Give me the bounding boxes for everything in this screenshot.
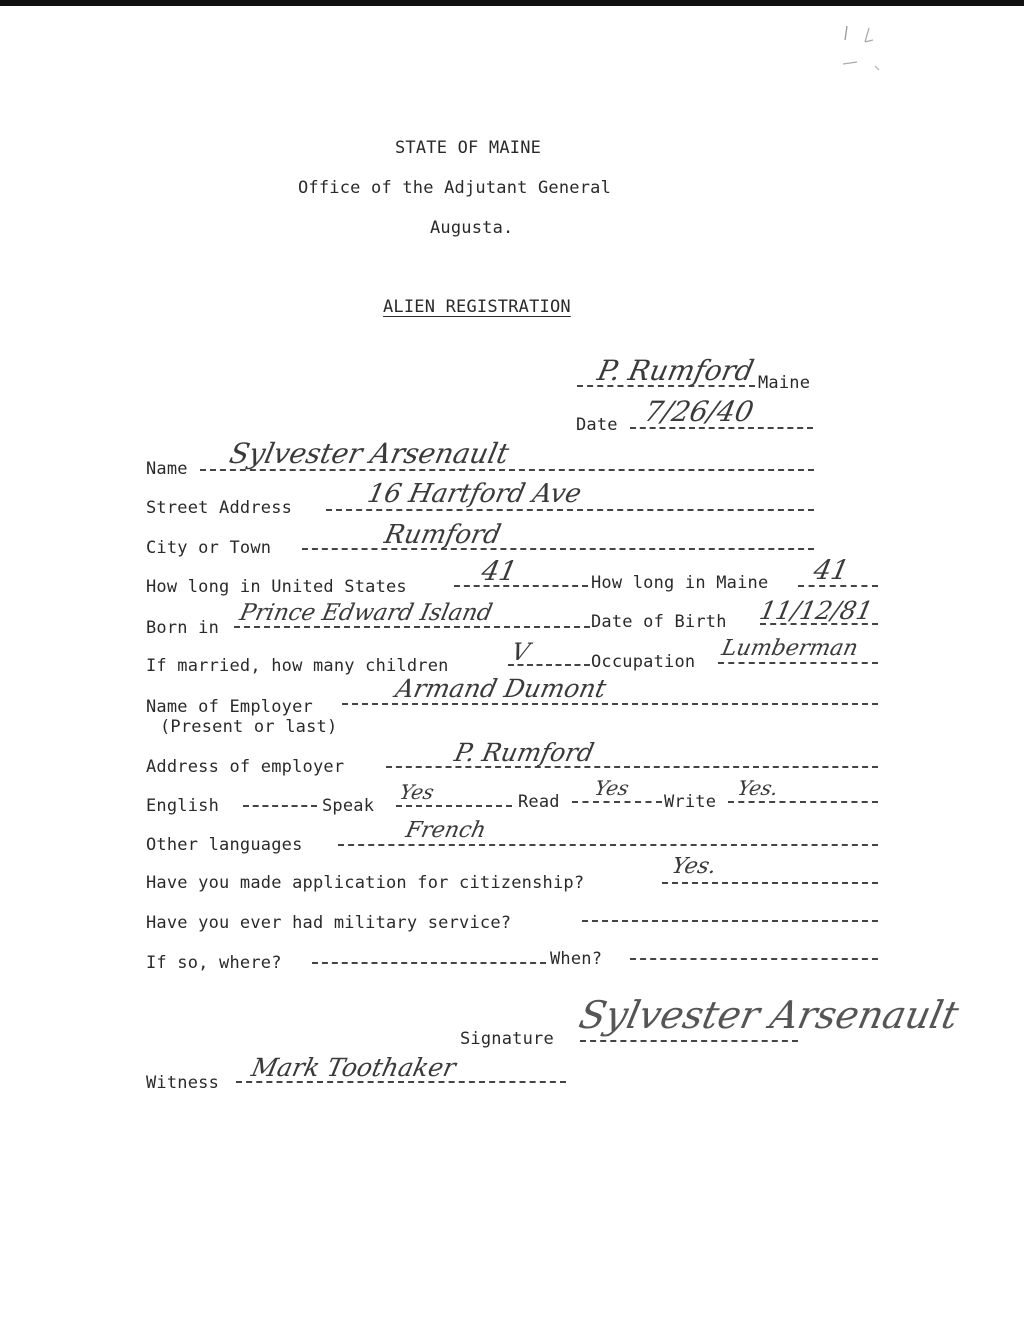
occupation-label: Occupation [591,652,696,672]
header-state: STATE OF MAINE [395,138,542,158]
signature-label: Signature [460,1029,554,1049]
english-label: English [146,796,220,816]
employer-note: (Present or last) [160,717,338,737]
how-long-us-label: How long in United States [146,577,407,597]
street-value: 16 Hartford Ave [364,479,585,509]
other-languages-value: French [403,818,489,843]
other-languages-line [338,844,878,846]
how-long-us-line [454,585,588,587]
when-label: When? [550,949,603,969]
where-label: If so, where? [146,953,282,973]
occupation-line [718,662,878,664]
name-label: Name [146,459,188,479]
occupation-value: Lumberman [719,636,861,661]
employer-line [342,703,878,705]
witness-value: Mark Toothaker [248,1053,459,1082]
citizenship-line [662,882,878,884]
children-value: V [509,638,533,666]
write-label: Write [664,792,717,812]
read-label: Read [518,792,560,812]
write-line [728,801,878,803]
how-long-maine-value: 41 [810,555,852,586]
town-value: P. Rumford [594,354,757,387]
corner-pencil-mark [835,18,905,78]
where-line [312,962,546,964]
city-line [302,548,814,550]
speak-value: Yes [397,780,437,804]
military-label: Have you ever had military service? [146,913,512,933]
children-label: If married, how many children [146,656,449,676]
read-value: Yes [592,776,632,800]
header-office: Office of the Adjutant General [298,178,612,198]
dob-value: 11/12/81 [756,596,876,625]
signature-line [580,1040,798,1042]
how-long-maine-label-text: How long in Maine [591,573,769,593]
signature-value: Sylvester Arsenault [575,993,963,1037]
employer-address-label: Address of employer [146,757,345,777]
scan-top-border [0,0,1024,6]
witness-label: Witness [146,1073,220,1093]
other-languages-label: Other languages [146,835,303,855]
born-in-line [234,626,590,628]
date-label: Date [576,415,618,435]
when-line [630,958,878,960]
street-line [326,509,814,511]
citizenship-label: Have you made application for citizenship? [146,873,585,893]
form-title: ALIEN REGISTRATION [383,297,571,317]
speak-label: Speak [322,796,375,816]
city-label: City or Town [146,538,272,558]
header-city: Augusta. [430,218,514,238]
employer-label: Name of Employer [146,697,313,717]
city-value: Rumford [381,520,504,550]
employer-value: Armand Dumont [392,674,609,703]
name-value: Sylvester Arsenault [226,437,512,470]
date-value: 7/26/40 [641,395,757,428]
military-line [582,920,878,922]
born-in-label: Born in [146,618,220,638]
born-in-value: Prince Edward Island [237,600,495,626]
read-line [572,801,662,803]
speak-line [396,805,512,807]
street-label: Street Address [146,498,293,518]
citizenship-value: Yes. [669,854,719,879]
dob-label: Date of Birth [591,612,727,632]
write-value: Yes. [735,776,781,800]
maine-label: Maine [758,373,811,393]
employer-address-value: P. Rumford [451,738,597,767]
english-line [243,805,317,807]
how-long-us-value: 41 [478,556,520,587]
